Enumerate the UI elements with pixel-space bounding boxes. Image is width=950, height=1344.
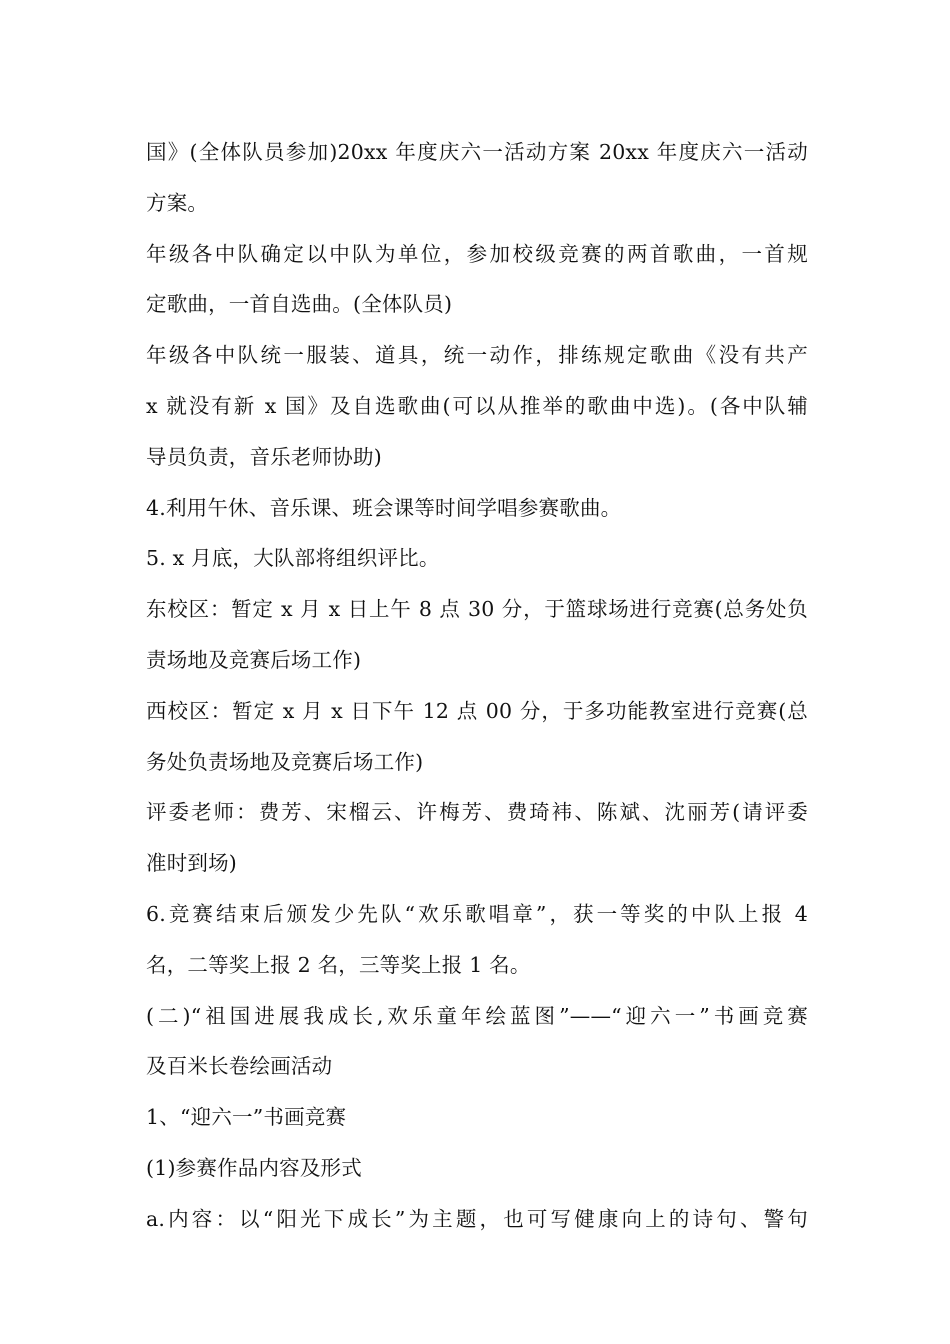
text-line: 名，二等奖上报 2 名，三等奖上报 1 名。	[146, 952, 531, 977]
text-line: 定歌曲，一首自选曲。(全体队员)	[146, 292, 453, 317]
text-line: 国》(全体队员参加)20xx 年度庆六一活动方案 20xx 年度庆六一活动	[146, 140, 808, 164]
text-line: 4.利用午休、音乐课、班会课等时间学唱参赛歌曲。	[146, 495, 622, 520]
text-line: 西校区：暂定 x 月 x 日下午 12 点 00 分，于多功能教室进行竞赛(总	[146, 698, 808, 723]
text-line: 导员负责，音乐老师协助)	[146, 444, 382, 469]
text-line: 5. x 月底，大队部将组织评比。	[146, 546, 440, 571]
text-line: 年级各中队确定以中队为单位，参加校级竞赛的两首歌曲，一首规	[146, 241, 808, 266]
text-line: 6.竞赛结束后颁发少先队“欢乐歌唱章”，获一等奖的中队上报 4	[146, 901, 808, 926]
text-line: 及百米长卷绘画活动	[146, 1054, 333, 1079]
document-page	[146, 127, 808, 1245]
text-line: 务处负责场地及竞赛后场工作)	[146, 749, 424, 774]
text-line: (二)“祖国进展我成长,欢乐童年绘蓝图”——“迎六一”书画竞赛	[146, 1003, 808, 1028]
text-line: x 就没有新 x 国》及自选歌曲(可以从推举的歌曲中选)。(各中队辅	[146, 393, 808, 418]
text-line: 方案。	[146, 190, 209, 215]
text-line: 年级各中队统一服装、道具，统一动作，排练规定歌曲《没有共产	[146, 343, 808, 368]
text-line: 责场地及竞赛后场工作)	[146, 647, 362, 672]
text-line: 评委老师：费芳、宋榴云、许梅芳、费琦袆、陈斌、沈丽芳(请评委	[146, 800, 808, 825]
text-line: a.内容：以“阳光下成长”为主题，也可写健康向上的诗句、警句	[146, 1206, 808, 1231]
text-line: 准时到场)	[146, 851, 237, 876]
text-line: 东校区：暂定 x 月 x 日上午 8 点 30 分，于篮球场进行竞赛(总务处负	[146, 597, 808, 622]
text-line: 1、“迎六一”书画竞赛	[146, 1105, 347, 1130]
text-line: (1)参赛作品内容及形式	[146, 1155, 362, 1180]
